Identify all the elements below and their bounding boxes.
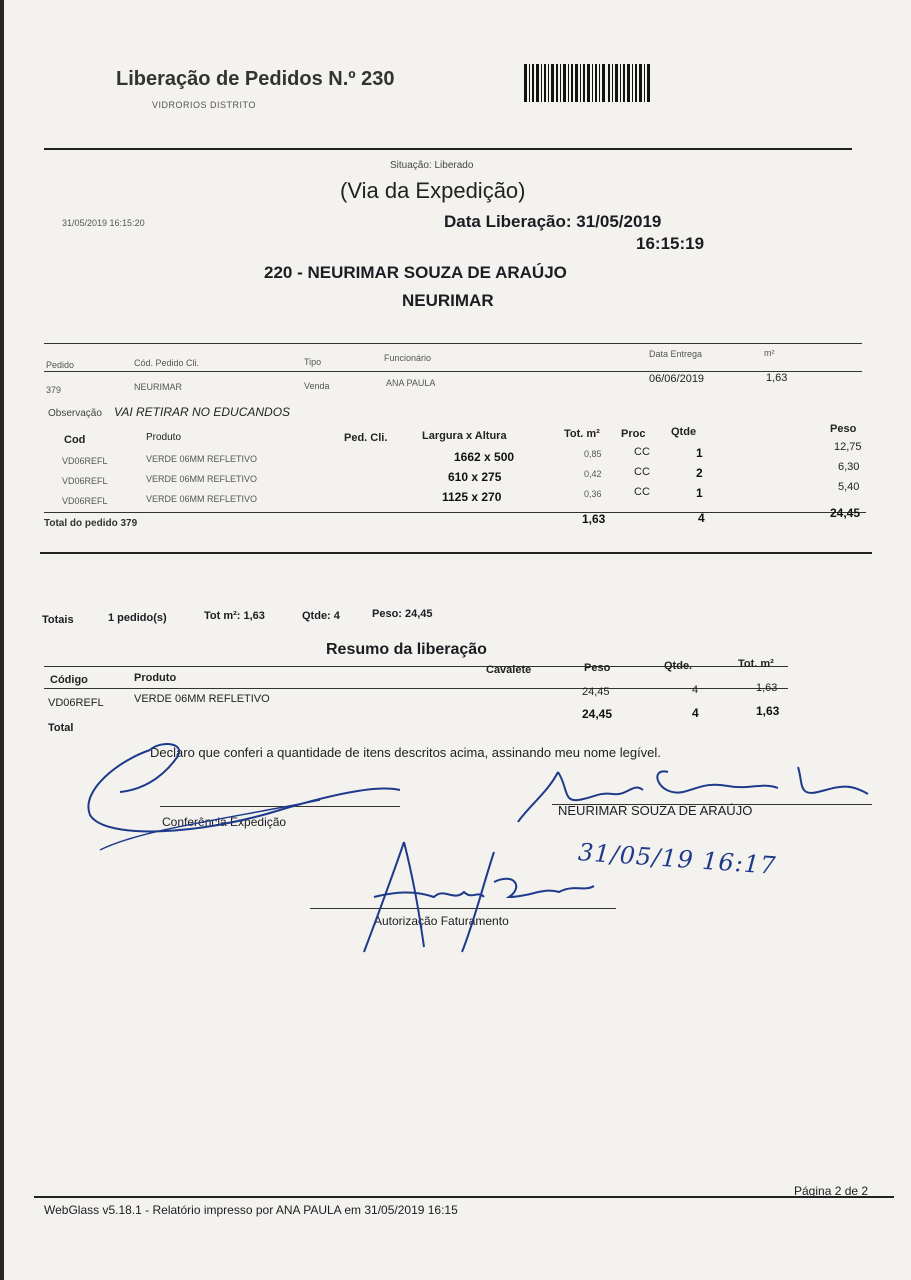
item-dim: 610 x 275	[448, 470, 502, 484]
item-produto: VERDE 06MM REFLETIVO	[146, 454, 258, 464]
item-produto: VERDE 06MM REFLETIVO	[146, 474, 258, 484]
signature-label-conferencia: Conferência Expedição	[162, 815, 287, 829]
item-tot: 0,36	[584, 489, 602, 499]
item-proc: CC	[634, 466, 650, 478]
cliente-signature	[518, 752, 878, 832]
summary-row-produto: VERDE 06MM REFLETIVO	[134, 693, 270, 705]
value-cod-pedido-cli: NEURIMAR	[134, 382, 183, 392]
col-tot-m2: Tot. m²	[564, 428, 600, 440]
status-label: Situação: Liberado	[390, 160, 474, 171]
item-peso: 5,40	[838, 481, 860, 493]
summary-header-divider	[44, 688, 788, 689]
order-total-m2: 1,63	[582, 512, 606, 526]
observation-label: Observação	[48, 408, 102, 419]
handwritten-date: 31/05/19 16:17	[577, 838, 778, 880]
release-time: 16:15:19	[636, 234, 705, 253]
col-cod: Cod	[64, 434, 86, 446]
totals-m2: Tot m²: 1,63	[204, 610, 265, 622]
barcode	[524, 64, 652, 102]
summary-row-codigo: VD06REFL	[48, 697, 104, 709]
item-peso: 6,30	[838, 461, 860, 473]
totals-orders: 1 pedido(s)	[108, 612, 167, 624]
company-subtitle: VIDRORIOS DISTRITO	[152, 100, 256, 110]
footer-page-number: Página 2 de 2	[794, 1184, 869, 1198]
summary-total-peso: 24,45	[582, 707, 613, 721]
totals-peso: Peso: 24,45	[372, 608, 433, 620]
value-funcionario: ANA PAULA	[386, 378, 436, 388]
item-peso: 12,75	[834, 441, 862, 453]
client-name: 220 - NEURIMAR SOUZA DE ARAÚJO	[264, 263, 567, 282]
barcode-graphic	[524, 64, 652, 102]
print-timestamp: 31/05/2019 16:15:20	[62, 218, 145, 228]
item-proc: CC	[634, 486, 650, 498]
item-dim: 1125 x 270	[442, 490, 502, 504]
item-qtde: 2	[696, 466, 703, 480]
observation-text: VAI RETIRAR NO EDUCANDOS	[114, 405, 291, 419]
item-proc: CC	[634, 446, 650, 458]
order-total-label: Total do pedido 379	[44, 518, 138, 529]
col-produto: Produto	[146, 432, 182, 443]
item-tot: 0,85	[584, 449, 602, 459]
label-cod-pedido-cli: Cód. Pedido Cli.	[134, 358, 200, 368]
item-produto: VERDE 06MM REFLETIVO	[146, 494, 258, 504]
item-tot: 0,42	[584, 469, 602, 479]
value-tipo: Venda	[304, 381, 330, 391]
summary-total-label: Total	[48, 722, 74, 734]
label-pedido: Pedido	[46, 360, 75, 370]
order-total-peso: 24,45	[830, 506, 861, 520]
totals-qtde: Qtde: 4	[302, 610, 340, 622]
copy-type: (Via da Expedição)	[340, 178, 526, 203]
col-ped-cli: Ped. Cli.	[344, 432, 388, 444]
summary-col-peso: Peso	[584, 662, 611, 674]
release-date: Data Liberação: 31/05/2019	[444, 212, 662, 231]
summary-row-peso: 24,45	[582, 686, 610, 698]
label-data-entrega: Data Entrega	[649, 349, 703, 359]
client-nickname: NEURIMAR	[402, 291, 494, 310]
summary-total-m2: 1,63	[756, 704, 780, 718]
footer-system-info: WebGlass v5.18.1 - Relatório impresso por ANA PAULA em 31/05/2019 16:15	[44, 1203, 458, 1217]
summary-col-qtde: Qtde.	[664, 660, 693, 672]
item-cod: VD06REFL	[62, 496, 108, 506]
item-cod: VD06REFL	[62, 456, 108, 466]
footer-divider	[34, 1196, 894, 1198]
label-m2: m²	[764, 348, 775, 358]
col-peso: Peso	[830, 423, 857, 435]
summary-title: Resumo da liberação	[326, 641, 487, 658]
item-cod: VD06REFL	[62, 476, 108, 486]
declaration-text: Declaro que conferi a quantidade de itens descritos acima, assinando meu nome legível.	[150, 745, 661, 760]
summary-col-codigo: Código	[50, 674, 88, 686]
value-data-entrega: 06/06/2019	[649, 373, 705, 385]
document-page	[4, 0, 911, 1280]
item-dim: 1662 x 500	[454, 450, 515, 464]
order-mid-divider	[44, 371, 862, 372]
value-m2: 1,63	[766, 372, 788, 384]
order-top-divider	[44, 343, 862, 344]
value-pedido: 379	[46, 385, 62, 395]
summary-row-qtde: 4	[692, 684, 699, 696]
label-funcionario: Funcionário	[384, 353, 432, 363]
order-total-qtde: 4	[698, 511, 705, 525]
summary-row-tot-m2: 1,63	[756, 682, 778, 694]
summary-col-produto: Produto	[134, 672, 177, 684]
item-qtde: 1	[696, 486, 703, 500]
label-tipo: Tipo	[304, 357, 322, 367]
summary-col-cavalete: Cavalete	[486, 664, 532, 676]
summary-total-qtde: 4	[692, 706, 699, 720]
autorizacao-signature	[344, 842, 604, 962]
section-divider	[40, 552, 872, 554]
summary-col-tot-m2: Tot. m²	[738, 658, 774, 670]
signature-label-cliente: NEURIMAR SOUZA DE ARAÚJO	[558, 803, 753, 818]
signature-label-autorizacao: Autorização Faturamento	[374, 914, 509, 928]
col-proc: Proc	[621, 428, 646, 440]
col-largura-altura: Largura x Altura	[422, 430, 507, 442]
document-title: Liberação de Pedidos N.º 230	[116, 68, 395, 90]
item-qtde: 1	[696, 446, 703, 460]
header-divider	[44, 148, 852, 150]
totals-label: Totais	[42, 614, 74, 626]
col-qtde: Qtde	[671, 426, 697, 438]
conferencia-signature	[80, 730, 400, 850]
items-total-divider	[44, 512, 866, 513]
